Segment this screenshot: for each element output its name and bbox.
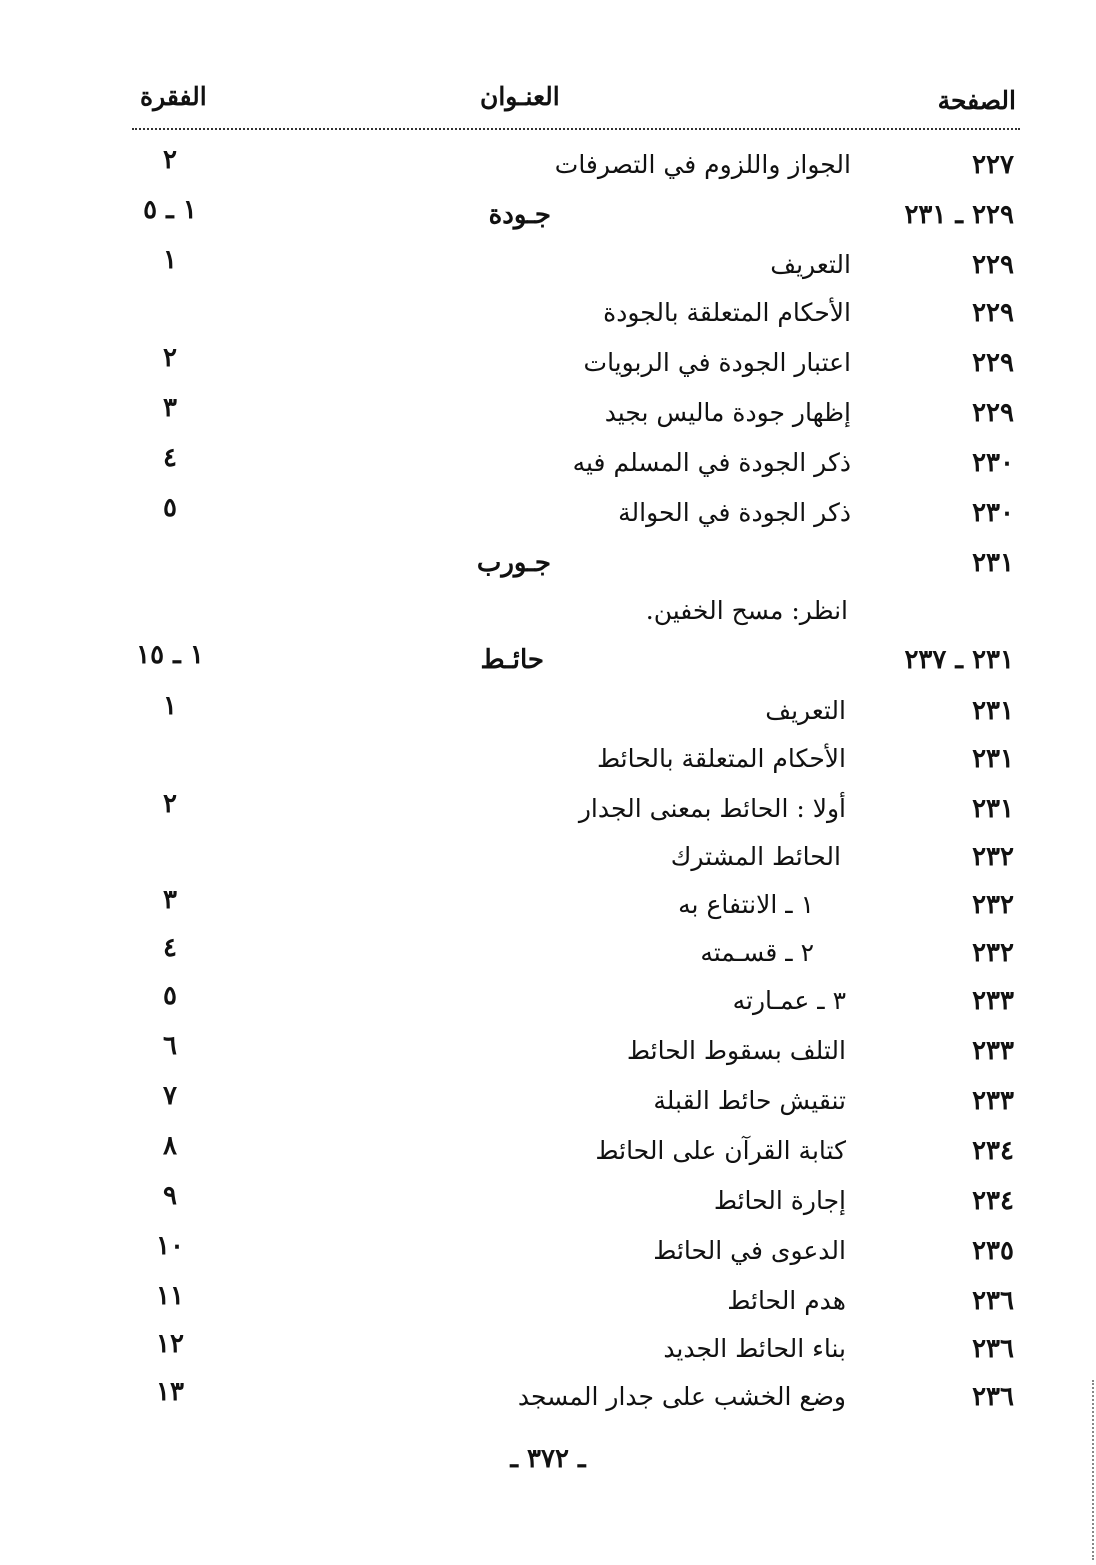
entry-title: التعريف: [770, 250, 851, 279]
page-ref: ٢٣٢: [972, 842, 1014, 872]
page-ref: ٢٣٠: [972, 448, 1014, 478]
paragraph-ref: ١ ـ ١٥: [136, 640, 204, 670]
paragraph-ref: ٢: [163, 145, 177, 175]
index-row: [0, 1131, 1096, 1184]
paragraph-ref: ٢: [163, 789, 177, 819]
paragraph-ref: ٣: [163, 885, 177, 915]
index-row: [0, 640, 1096, 693]
entry-heading: حائـط: [480, 645, 544, 675]
index-row: [0, 245, 1096, 298]
index-row: [0, 1329, 1096, 1382]
index-row: [0, 1281, 1096, 1334]
index-row: [0, 343, 1096, 396]
entry-title: إظهار جودة ماليس بجيد: [604, 398, 851, 427]
page-ref: ٢٢٩ ـ ٢٣١: [904, 200, 1014, 230]
column-header-title: العنـوان: [480, 82, 560, 111]
paragraph-ref: ١١: [156, 1281, 184, 1311]
index-row: [0, 1181, 1096, 1234]
entry-title: الدعوى في الحائط: [653, 1236, 846, 1265]
page-ref: ٢٣٦: [972, 1382, 1014, 1412]
index-row: [0, 443, 1096, 496]
entry-title: الأحكام المتعلقة بالجودة: [603, 298, 851, 327]
paragraph-ref: ٥: [163, 493, 177, 523]
see-also-note: انظر: مسح الخفين.: [645, 596, 848, 625]
index-row: [0, 1231, 1096, 1284]
index-row: [0, 933, 1096, 986]
paragraph-ref: ٦: [163, 1031, 177, 1061]
column-header-paragraph: الفقرة: [140, 82, 207, 111]
page-ref: ٢٣٦: [972, 1286, 1014, 1316]
index-row: [0, 981, 1096, 1034]
index-row: [0, 298, 1096, 346]
index-row: [0, 493, 1096, 546]
page-ref: ٢٣١: [972, 794, 1014, 824]
index-row: [0, 145, 1096, 198]
entry-title: بناء الحائط الجديد: [663, 1334, 846, 1363]
page-edge-marks: [1090, 1380, 1094, 1560]
page-ref: ٢٣٦: [972, 1334, 1014, 1364]
entry-title: كتابة القرآن على الحائط: [595, 1136, 846, 1165]
page-ref: ٢٣٣: [972, 986, 1014, 1016]
entry-title: ٣ ـ عمـارته: [732, 986, 846, 1015]
page-ref: ٢٣٢: [972, 938, 1014, 968]
paragraph-ref: ٢: [163, 343, 177, 373]
entry-title: وضع الخشب على جدار المسجد: [517, 1382, 846, 1411]
entry-title: ذكر الجودة في المسلم فيه: [572, 448, 851, 477]
entry-title: تنقيش حائط القبلة: [653, 1086, 846, 1115]
entry-title: هدم الحائط: [727, 1286, 846, 1315]
paragraph-ref: ٩: [163, 1181, 177, 1211]
paragraph-ref: ١ ـ ٥: [143, 195, 197, 225]
dotted-divider: [132, 128, 1020, 130]
page-ref: ٢٣١ ـ ٢٣٧: [904, 645, 1014, 675]
page-ref: ٢٣١: [972, 696, 1014, 726]
index-row: [0, 195, 1096, 248]
index-row: [0, 1031, 1096, 1084]
page-ref: ٢٣٣: [972, 1086, 1014, 1116]
index-row: [0, 1377, 1096, 1430]
index-row: [0, 691, 1096, 744]
index-row: [0, 393, 1096, 446]
paragraph-ref: ١: [163, 245, 177, 275]
entry-heading: جـورب: [476, 548, 551, 578]
index-row: [0, 1081, 1096, 1134]
paragraph-ref: ١٣: [156, 1377, 184, 1407]
page-ref: ٢٢٩: [972, 348, 1014, 378]
page-ref: ٢٣١: [972, 548, 1014, 578]
page-ref: ٢٣٤: [972, 1186, 1014, 1216]
page-ref: ٢٢٩: [972, 398, 1014, 428]
entry-title: اعتبار الجودة في الربويات: [583, 348, 851, 377]
entry-title: التلف بسقوط الحائط: [626, 1036, 846, 1065]
entry-title: أولا : الحائط بمعنى الجدار: [578, 794, 846, 823]
entry-heading: جـودة: [488, 200, 551, 230]
entry-title: الأحكام المتعلقة بالحائط: [596, 744, 846, 773]
index-row: [0, 842, 1096, 890]
paragraph-ref: ٨: [163, 1131, 177, 1161]
index-row: [0, 548, 1096, 596]
paragraph-ref: ١٢: [156, 1329, 184, 1359]
page-number: ـ ٣٧٢ ـ: [510, 1444, 586, 1474]
entry-title: ٢ ـ قسـمته: [700, 938, 814, 967]
entry-title: ذكر الجودة في الحوالة: [618, 498, 851, 527]
page-ref: ٢٣٣: [972, 1036, 1014, 1066]
page-ref: ٢٢٩: [972, 298, 1014, 328]
index-row: [0, 885, 1096, 938]
entry-title: إجارة الحائط: [713, 1186, 846, 1215]
paragraph-ref: ٥: [163, 981, 177, 1011]
paragraph-ref: ٧: [163, 1081, 177, 1111]
page-ref: ٢٣١: [972, 744, 1014, 774]
page-ref: ٢٣٢: [972, 890, 1014, 920]
page-ref: ٢٣٤: [972, 1136, 1014, 1166]
paragraph-ref: ١٠: [156, 1231, 184, 1261]
page-ref: ٢٢٧: [972, 150, 1014, 180]
column-header-page: الصفحة: [937, 86, 1016, 115]
entry-title: التعريف: [765, 696, 846, 725]
entry-title: الحائط المشترك: [670, 842, 841, 871]
paragraph-ref: ٣: [163, 393, 177, 423]
page-ref: ٢٣٥: [972, 1236, 1014, 1266]
paragraph-ref: ١: [163, 691, 177, 721]
paragraph-ref: ٤: [163, 443, 177, 473]
index-row: [0, 744, 1096, 792]
entry-title: ١ ـ الانتفاع به: [678, 890, 814, 919]
page-ref: ٢٣٠: [972, 498, 1014, 528]
index-row: [0, 596, 1096, 644]
page-ref: ٢٢٩: [972, 250, 1014, 280]
entry-title: الجواز واللزوم في التصرفات: [554, 150, 851, 179]
paragraph-ref: ٤: [163, 933, 177, 963]
index-row: [0, 789, 1096, 842]
